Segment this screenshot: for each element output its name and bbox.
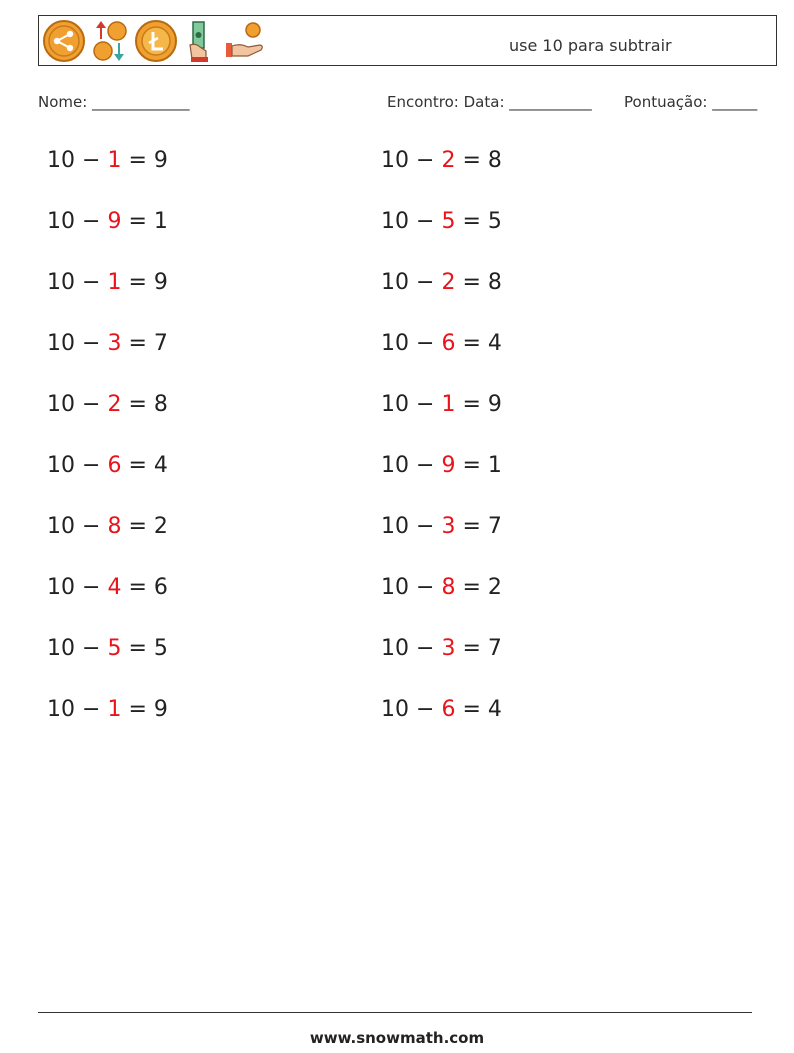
subtrahend: 6 (441, 697, 456, 722)
minus-sign: − (416, 270, 435, 295)
subtrahend: 1 (107, 148, 122, 173)
problem-right-1 (381, 148, 502, 173)
minus-sign: − (82, 270, 101, 295)
minus-sign: − (416, 514, 435, 539)
worksheet-title: use 10 para subtrair (509, 36, 672, 55)
equals-sign: = (462, 148, 481, 173)
problem-right-3 (381, 270, 502, 295)
minus-sign: − (82, 697, 101, 722)
minus-sign: − (82, 209, 101, 234)
difference: 9 (153, 697, 168, 722)
problem-left-5 (47, 392, 168, 417)
subtrahend: 3 (441, 636, 456, 661)
equals-sign: = (462, 392, 481, 417)
difference: 9 (487, 392, 502, 417)
subtrahend: 9 (441, 453, 456, 478)
difference: 6 (153, 575, 168, 600)
equals-sign: = (128, 148, 147, 173)
problem-right-2 (381, 209, 502, 234)
equals-sign: = (462, 209, 481, 234)
problem-left-2 (47, 209, 168, 234)
subtrahend: 9 (107, 209, 122, 234)
minus-sign: − (82, 148, 101, 173)
subtrahend: 2 (441, 148, 456, 173)
problem-right-7 (381, 514, 502, 539)
subtrahend: 5 (107, 636, 122, 661)
minus-sign: − (82, 453, 101, 478)
equals-sign: = (462, 575, 481, 600)
problem-left-6 (47, 453, 168, 478)
difference: 1 (153, 209, 168, 234)
minus-sign: − (416, 331, 435, 356)
difference: 7 (153, 331, 168, 356)
minus-sign: − (416, 209, 435, 234)
difference: 5 (487, 209, 502, 234)
minuend: 10 (47, 331, 75, 356)
minuend: 10 (381, 514, 409, 539)
minus-sign: − (82, 392, 101, 417)
difference: 8 (153, 392, 168, 417)
problem-left-1 (47, 148, 168, 173)
equals-sign: = (128, 514, 147, 539)
minus-sign: − (416, 148, 435, 173)
minus-sign: − (416, 453, 435, 478)
difference: 7 (487, 514, 502, 539)
equals-sign: = (128, 636, 147, 661)
minuend: 10 (381, 636, 409, 661)
minus-sign: − (82, 514, 101, 539)
problem-right-4 (381, 331, 502, 356)
problem-left-8 (47, 575, 168, 600)
equals-sign: = (462, 636, 481, 661)
problem-right-9 (381, 636, 502, 661)
footer-divider (38, 1012, 752, 1013)
equals-sign: = (128, 697, 147, 722)
difference: 1 (487, 453, 502, 478)
share-coin-icon (42, 19, 86, 63)
problem-left-4 (47, 331, 168, 356)
equals-sign: = (128, 331, 147, 356)
footer-site: www.snowmath.com (309, 1029, 485, 1047)
difference: 8 (487, 270, 502, 295)
minuend: 10 (381, 148, 409, 173)
minus-sign: − (82, 636, 101, 661)
difference: 4 (153, 453, 168, 478)
subtrahend: 1 (107, 697, 122, 722)
minuend: 10 (381, 209, 409, 234)
problem-left-3 (47, 270, 168, 295)
minuend: 10 (47, 270, 75, 295)
difference: 7 (487, 636, 502, 661)
subtrahend: 4 (107, 575, 122, 600)
exchange-coins-icon (90, 19, 130, 63)
problem-left-10 (47, 697, 168, 722)
equals-sign: = (128, 453, 147, 478)
subtrahend: 3 (107, 331, 122, 356)
coin-hand-icon (224, 19, 268, 63)
equals-sign: = (462, 514, 481, 539)
equals-sign: = (462, 270, 481, 295)
difference: 4 (487, 331, 502, 356)
minus-sign: − (416, 697, 435, 722)
minuend: 10 (381, 453, 409, 478)
problem-right-10 (381, 697, 502, 722)
problem-left-9 (47, 636, 168, 661)
minus-sign: − (416, 392, 435, 417)
minuend: 10 (47, 148, 75, 173)
score-field: Pontuação: ______ (624, 93, 758, 111)
equals-sign: = (462, 331, 481, 356)
subtrahend: 1 (107, 270, 122, 295)
cash-in-hand-icon (186, 19, 214, 63)
encounter-date-field: Encontro: Data: ___________ (387, 93, 592, 111)
subtrahend: 2 (107, 392, 122, 417)
minus-sign: − (82, 331, 101, 356)
litecoin-icon (134, 19, 178, 63)
subtrahend: 5 (441, 209, 456, 234)
problem-right-5 (381, 392, 502, 417)
minus-sign: − (416, 575, 435, 600)
problem-left-7 (47, 514, 168, 539)
difference: 8 (487, 148, 502, 173)
difference: 9 (153, 270, 168, 295)
difference: 2 (487, 575, 502, 600)
subtrahend: 8 (441, 575, 456, 600)
difference: 5 (153, 636, 168, 661)
difference: 4 (487, 697, 502, 722)
equals-sign: = (128, 209, 147, 234)
subtrahend: 3 (441, 514, 456, 539)
minus-sign: − (82, 575, 101, 600)
equals-sign: = (128, 270, 147, 295)
minuend: 10 (47, 514, 75, 539)
minus-sign: − (416, 636, 435, 661)
equals-sign: = (128, 392, 147, 417)
difference: 9 (153, 148, 168, 173)
subtrahend: 1 (441, 392, 456, 417)
subtrahend: 8 (107, 514, 122, 539)
equals-sign: = (128, 575, 147, 600)
difference: 2 (153, 514, 168, 539)
problem-right-6 (381, 453, 502, 478)
minuend: 10 (47, 575, 75, 600)
subtrahend: 6 (107, 453, 122, 478)
minuend: 10 (381, 270, 409, 295)
minuend: 10 (381, 575, 409, 600)
name-field: Nome: _____________ (38, 93, 190, 111)
equals-sign: = (462, 453, 481, 478)
minuend: 10 (381, 392, 409, 417)
subtrahend: 2 (441, 270, 456, 295)
minuend: 10 (47, 636, 75, 661)
minuend: 10 (381, 331, 409, 356)
problem-right-8 (381, 575, 502, 600)
minuend: 10 (47, 209, 75, 234)
equals-sign: = (462, 697, 481, 722)
minuend: 10 (47, 697, 75, 722)
worksheet-header (38, 15, 777, 66)
minuend: 10 (47, 392, 75, 417)
minuend: 10 (47, 453, 75, 478)
minuend: 10 (381, 697, 409, 722)
subtrahend: 6 (441, 331, 456, 356)
